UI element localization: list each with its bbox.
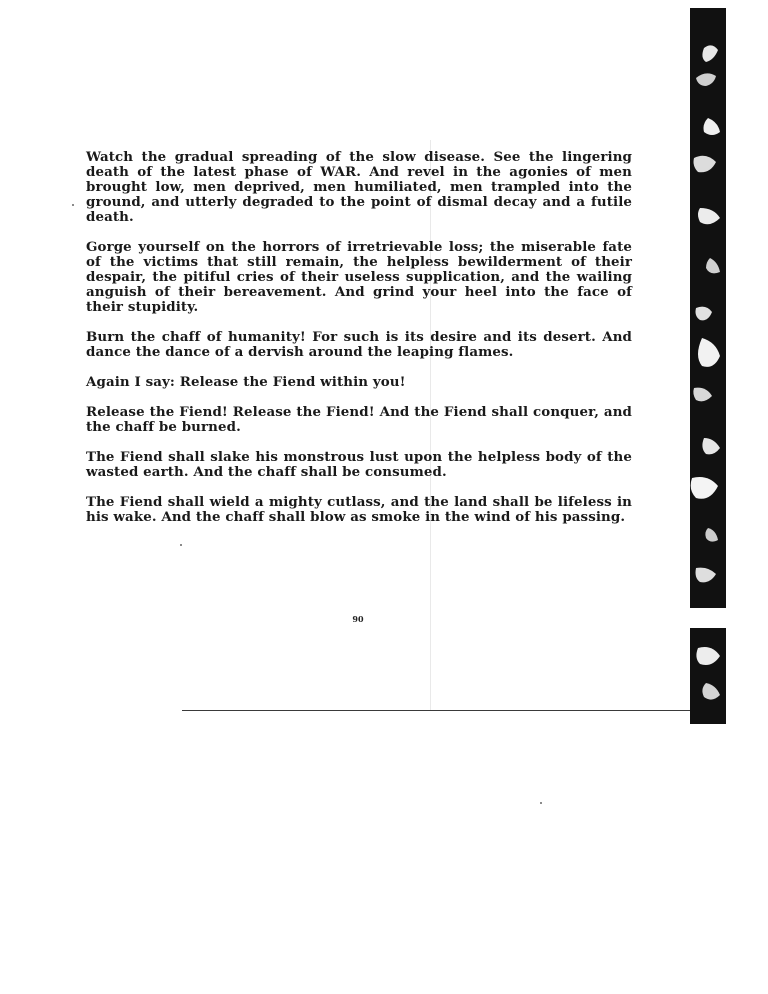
paragraph-6: The Fiend shall slake his monstrous lust upon the helpless body of the wasted earth. And the chaff shall be consumed. bbox=[86, 449, 632, 480]
body-text bbox=[86, 150, 632, 540]
paragraph-4: Again I say: Release the Fiend within you! bbox=[86, 374, 406, 390]
scan-speck bbox=[180, 544, 182, 546]
page-number: 90 bbox=[352, 614, 364, 624]
paragraph-7: The Fiend shall wield a mighty cutlass, and the land shall be lifeless in his wake. And the chaff shall blow as smoke in the wind of his passing. bbox=[86, 494, 632, 525]
scan-speck bbox=[72, 204, 74, 206]
edge-texture-graphic bbox=[690, 8, 726, 724]
paragraph-3: Burn the chaff of humanity! For such is its desire and its desert. And dance the dance of a dervish around the leaping flames. bbox=[86, 329, 632, 360]
scan-edge-strip bbox=[690, 8, 726, 724]
bottom-rule bbox=[182, 710, 694, 711]
paragraph-2: Gorge yourself on the horrors of irretrievable loss; the miserable fate of the victims that still remain, the helpless bewilderment of their despair, the pitiful cries of their useless supplication, and the wailing anguish of their bereavement. And grind your heel into the face of their stupidity. bbox=[86, 239, 632, 315]
scan-speck bbox=[540, 802, 542, 804]
paragraph-5: Release the Fiend! Release the Fiend! And the Fiend shall conquer, and the chaff be burned. bbox=[86, 404, 632, 435]
paragraph-1: Watch the gradual spreading of the slow disease. See the lingering death of the latest phase of WAR. And revel in the agonies of men brought low, men deprived, men humiliated, men trampled into the ground, and utterly degraded to the point of dismal decay and a futile death. bbox=[86, 149, 632, 225]
